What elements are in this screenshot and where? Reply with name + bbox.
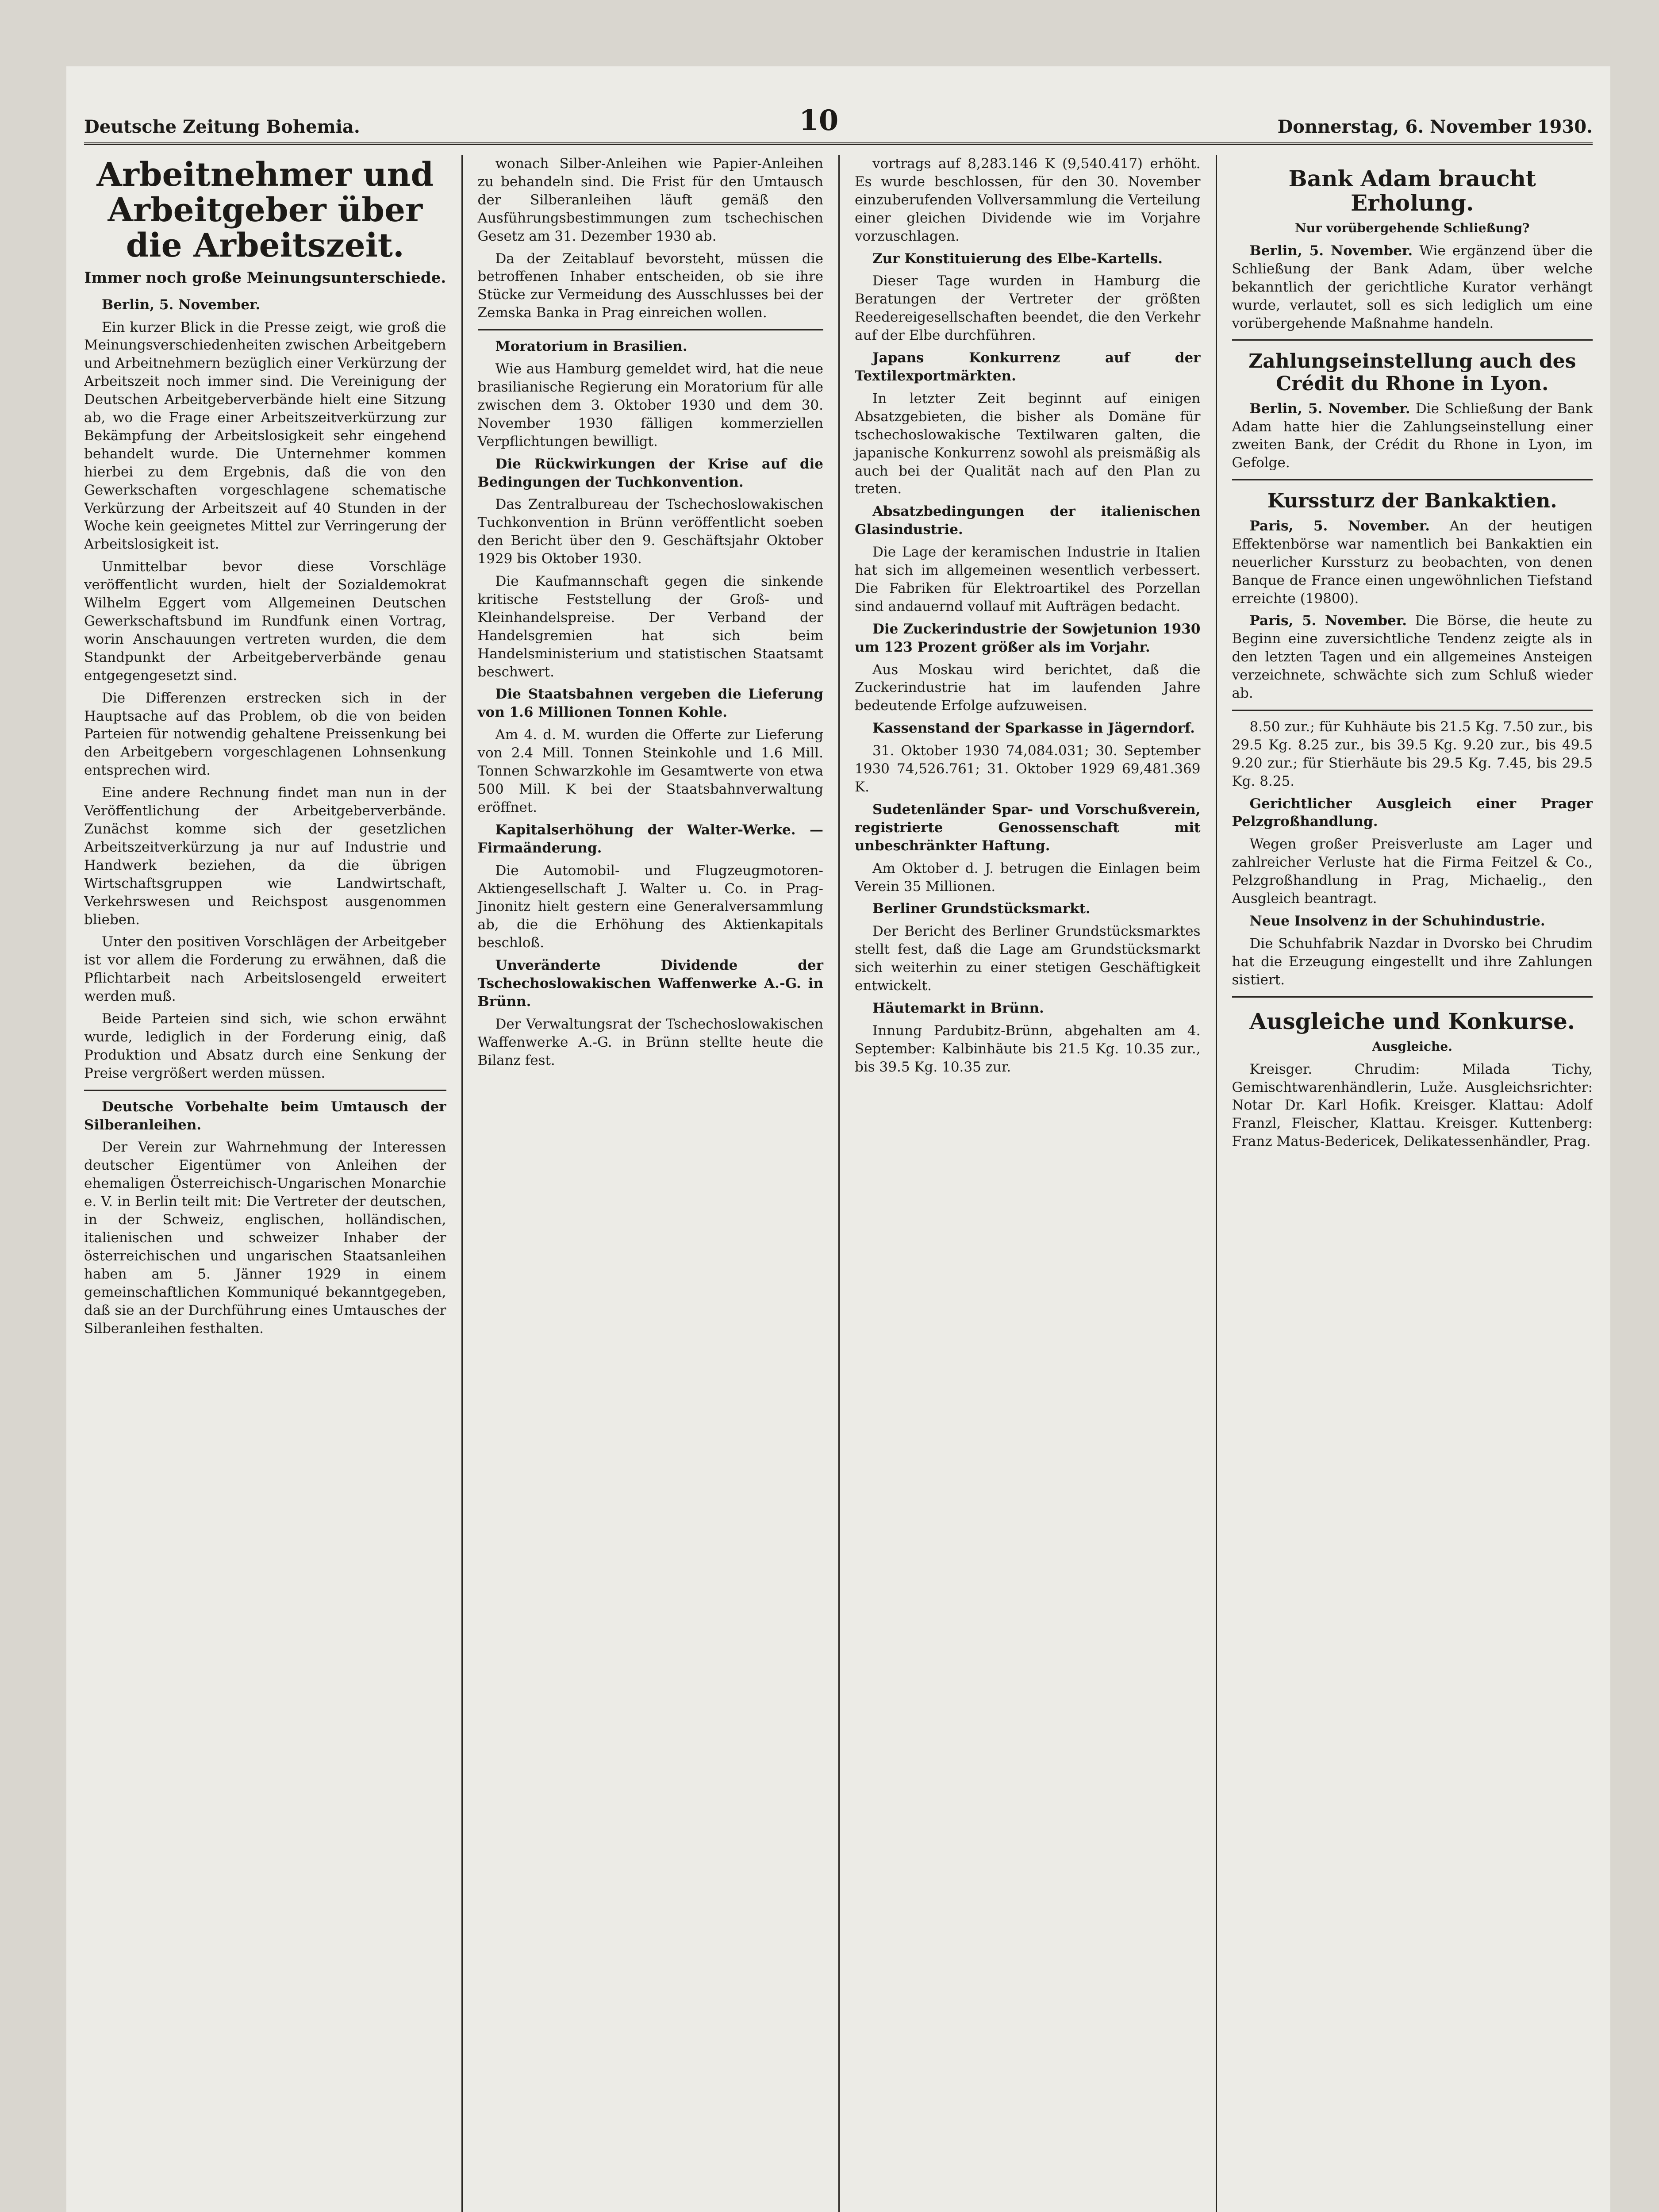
section-title: Neue Insolvenz in der Schuhindustrie. <box>1249 913 1545 929</box>
section-title: Japans Konkurrenz auf der Textilexportmärkten. <box>855 350 1201 384</box>
paragraph: vortrags auf 8,283.146 K (9,540.417) erhöht. Es wurde beschlossen, für den 30. November einzuberufenden Vollversammlung die Verteilung einer gleichen Dividende wie im Vorjahre vorzuschlagen. <box>855 156 1201 244</box>
divider <box>1232 479 1593 480</box>
section-headline: Ausgleiche und Konkurse. <box>1249 1008 1575 1034</box>
divider <box>84 1090 446 1091</box>
section-title: Sudetenländer Spar- und Vorschußverein, registrierte Genossenschaft mit unbeschränkter Haftung. <box>855 801 1201 854</box>
section-title: Berliner Grundstücksmarkt. <box>872 901 1091 917</box>
paragraph: Paris, 5. November. An der heutigen Effektenbörse war namentlich bei Bankaktien ein neuerlicher Kurssturz zu beobachten, von denen Banque de France einen ungewöhnlichen Tiefstand erreichte (19800). <box>1232 518 1593 607</box>
paragraph: Innung Pardubitz-Brünn, abgehalten am 4. September: Kalbinhäute bis 21.5 Kg. 10.35 zur., bis 39.5 Kg. 10.35 zur. <box>855 1022 1201 1075</box>
paragraph: Aus Moskau wird berichtet, daß die Zuckerindustrie hat im laufenden Jahre bedeutende Erfolge aufzuweisen. <box>855 661 1201 714</box>
section-title: Kassenstand der Sparkasse in Jägerndorf. <box>872 720 1195 737</box>
paragraph: Die Differenzen erstrecken sich in der Hauptsache auf das Problem, ob die von beiden Parteien für notwendig gehaltene Preissenkung bei den Arbeitgebern vorgeschlagenen Lohnsenkung entsprechen wird. <box>84 690 446 779</box>
section-title: Häutemarkt in Brünn. <box>872 1000 1044 1016</box>
section-title: Absatzbedingungen der italienischen Glasindustrie. <box>855 503 1201 538</box>
paragraph: Unter den positiven Vorschlägen der Arbeitgeber ist vor allem die Forderung zu erwähnen, daß die Pflichtarbeit nach Arbeitslosengeld erweitert werden muß. <box>84 934 446 1005</box>
section-subhead: Ausgleiche. <box>1372 1039 1452 1054</box>
paragraph: Wegen großer Preisverluste am Lager und zahlreicher Verluste hat die Firma Feitzel & Co., Pelzgroßhandlung in Prag, Michaelig., den Ausgleich beantragt. <box>1232 836 1593 907</box>
paragraph: 8.50 zur.; für Kuhhäute bis 21.5 Kg. 7.50 zur., bis 29.5 Kg. 8.25 zur., bis 39.5 Kg. 9.20 zur., bis 49.5 9.20 zur.; für Stierhäute bis 29.5 Kg. 7.45, bis 29.5 Kg. 8.25. <box>1232 718 1593 789</box>
paragraph: 31. Oktober 1930 74,084.031; 30. September 1930 74,526.761; 31. Oktober 1929 69,481.369 K. <box>855 743 1201 795</box>
section-title: Gerichtlicher Ausgleich einer Prager Pelzgroßhandlung. <box>1232 795 1593 830</box>
main-subhead: Immer noch große Meinungsunterschiede. <box>84 269 446 287</box>
paragraph: wonach Silber-Anleihen wie Papier-Anleihen zu behandeln sind. Die Frist für den Umtausch der Silberanleihen läuft gemäß den Ausführungsbestimmungen zum tschechischen Gesetz am 31. Dezember 1930 ab. <box>477 156 823 244</box>
section-headline: Zahlungseinstellung auch des Crédit du Rhone in Lyon. <box>1248 350 1576 396</box>
section-title: Moratorium in Brasilien. <box>495 338 687 355</box>
divider <box>1232 710 1593 711</box>
section-title: Die Rückwirkungen der Krise auf die Bedingungen der Tuchkonvention. <box>477 456 823 490</box>
column-1 <box>84 155 461 2212</box>
section-title: Kapitalserhöhung der Walter-Werke. — Firmaänderung. <box>477 822 823 856</box>
paragraph: Die Schuhfabrik Nazdar in Dvorsko bei Chrudim hat die Erzeugung eingestellt und ihre Zahlungen sistiert. <box>1232 935 1593 988</box>
paragraph: Der Verein zur Wahrnehmung der Interessen deutscher Eigentümer von Anleihen der ehemaligen Österreichisch-Ungarischen Monarchie e. V. in Berlin teilt mit: Die Vertreter der deutschen, in der Schweiz, englischen, holländischen, italienischen und schweizer Inhaber der österreichischen und ungarischen Staatsanleihen haben am 5. Jänner 1929 in einem gemeinschaftlichen Kommuniqué bekanntgegeben, daß sie an der Durchführung eines Umtausches der Silberanleihen festhalten. <box>84 1139 446 1336</box>
paragraph: Paris, 5. November. Die Börse, die heute zu Beginn eine zuversichtliche Tendenz zeigte als in den letzten Tagen und ein allgemeines Ansteigen verzeichnete, schwächte sich zum Schluß wieder ab. <box>1232 613 1593 702</box>
paragraph: Unmittelbar bevor diese Vorschläge veröffentlicht wurden, hielt der Sozialdemokrat Wilhelm Eggert vom Allgemeinen Deutschen Gewerkschaftsbund im Rundfunk einen Vortrag, worin Anschauungen vertreten wurden, die dem Standpunkt der Arbeitgeberverbände genau entgegengesetzt sind. <box>84 559 446 684</box>
paragraph: Wie aus Hamburg gemeldet wird, hat die neue brasilianische Regierung ein Moratorium für alle zwischen dem 3. Oktober 1930 und dem 30. November 1930 fälligen kommerziellen Verpflichtungen bewilligt. <box>477 361 823 449</box>
newspaper-page <box>66 66 1610 2212</box>
main-headline: Arbeitnehmer und Arbeitgeber über die Arbeitszeit. <box>96 156 434 265</box>
column-4 <box>1216 155 1593 2212</box>
paragraph: Am 4. d. M. wurden die Offerte zur Lieferung von 2.4 Mill. Tonnen Steinkohle und 1.6 Mill. Tonnen Schwarzkohle im Gesamtwerte von etwa 500 Mill. K bei der Staatsbahnverwaltung eröffnet. <box>477 727 823 815</box>
paragraph: Die Kaufmannschaft gegen die sinkende kritische Feststellung der Groß- und Kleinhandelspreise. Der Verband der Handelsgremien hat sich beim Handelsministerium und statistischen Staatsamt beschwert. <box>477 573 823 680</box>
paragraph: Dieser Tage wurden in Hamburg die Beratungen der Vertreter der größten Reedereigesellschaften beendet, die den Verkehr auf der Elbe durchführen. <box>855 273 1201 344</box>
paragraph: Ein kurzer Blick in die Presse zeigt, wie groß die Meinungsverschiedenheiten zwischen Arbeitgebern und Arbeitnehmern bezüglich einer Verkürzung der Arbeitszeit noch immer sind. Die Vereinigung der Deutschen Arbeitgeberverbände hielt eine Sitzung ab, wo die Frage einer Arbeitszeitverkürzung zur Bekämpfung der Arbeitslosigkeit sehr eingehend behandelt wurde. Die Unternehmer kommen hierbei zu dem Ergebnis, daß die von den Gewerkschaften vorgeschlagene schematische Verkürzung der Arbeitszeit auf 40 Stunden in der Woche kein geeignetes Mittel zur Verringerung der Arbeitslosigkeit ist. <box>84 319 446 553</box>
section-title: Die Staatsbahnen vergeben die Lieferung von 1.6 Millionen Tonnen Kohle. <box>477 686 823 721</box>
page-number: 10 <box>799 104 839 137</box>
section-title: Zur Konstituierung des Elbe-Kartells. <box>872 250 1163 267</box>
paragraph: Eine andere Rechnung findet man nun in der Veröffentlichung der Arbeitgeberverbände. Zunächst komme sich der gesetzlichen Arbeitszeitverkürzung ja nur auf Industrie und Handwerk beziehen, da die übrigen Wirtschaftsgruppen wie Landwirtschaft, Verkehrswesen und Reichspost ausgenommen blieben. <box>84 785 446 928</box>
paragraph: Am Oktober d. J. betrugen die Einlagen beim Verein 35 Millionen. <box>855 860 1201 895</box>
paragraph: Die Automobil- und Flugzeugmotoren-Aktiengesellschaft J. Walter u. Co. in Prag-Jinonitz hielt gestern eine Generalversammlung ab, die die Erhöhung des Aktienkapitals beschloß. <box>477 862 823 951</box>
paragraph: Da der Zeitablauf bevorsteht, müssen die betroffenen Inhaber entscheiden, ob sie ihre Stücke zur Vermeidung des Ausschlusses bei der Zemska Banka in Prag einreichen wollen. <box>477 250 823 321</box>
paragraph: Der Bericht des Berliner Grundstücksmarktes stellt fest, daß die Lage am Grundstücksmarkt sich weiterhin zu einer stetigen Geschäftigkeit entwickelt. <box>855 923 1201 994</box>
paragraph: Kreisger. Chrudim: Milada Tichy, Gemischtwarenhändlerin, Luže. Ausgleichsrichter: Notar Dr. Karl Hofik. Kreisger. Klattau: Adolf Franzl, Fleischer, Klattau. Kreisger. Kuttenberg: Franz Matus-Bedericek, Delikatessenhändler, Prag. <box>1232 1061 1593 1150</box>
section-title: Die Zuckerindustrie der Sowjetunion 1930 um 123 Prozent größer als im Vorjahr. <box>855 621 1201 655</box>
dateline: Berlin, 5. November. <box>102 296 261 313</box>
divider <box>1232 339 1593 341</box>
article-columns <box>84 155 1593 2212</box>
paragraph: Berlin, 5. November. Die Schließung der Bank Adam hatte hier die Zahlungseinstellung einer zweiten Bank, der Crédit du Rhone in Lyon, im Gefolge. <box>1232 400 1593 471</box>
column-3 <box>838 155 1216 2212</box>
divider <box>1232 996 1593 998</box>
section-subhead: Nur vorübergehende Schließung? <box>1295 221 1530 235</box>
divider <box>478 329 824 330</box>
masthead <box>84 97 1593 145</box>
paragraph: Die Lage der keramischen Industrie in Italien hat sich im allgemeinen wesentlich verbessert. Die Fabriken für Elektroartikel des Porzellan sind andauernd vollauf mit Aufträgen bedacht. <box>855 544 1201 614</box>
paragraph: Das Zentralbureau der Tschechoslowakischen Tuchkonvention in Brünn veröffentlicht soeben den Bericht über den 9. Geschäftsjahr Oktober 1929 bis Oktober 1930. <box>477 496 823 567</box>
paragraph: Beide Parteien sind sich, wie schon erwähnt wurde, lediglich in der Forderung einig, daß Produktion und Absatz durch eine Senkung der Preise vergrößert werden müssen. <box>84 1011 446 1081</box>
paragraph: In letzter Zeit beginnt auf einigen Absatzgebieten, die bisher als Domäne für tschechoslowakische Textilwaren galten, die japanische Konkurrenz sowohl als preismäßig als auch bei der Qualität nach auf den Plan zu treten. <box>855 390 1201 497</box>
section-headline: Kurssturz der Bankaktien. <box>1267 490 1557 513</box>
column-2 <box>461 155 839 2212</box>
paper-title: Deutsche Zeitung Bohemia. <box>84 116 360 137</box>
issue-date: Donnerstag, 6. November 1930. <box>1277 116 1593 137</box>
section-title: Deutsche Vorbehalte beim Umtausch der Silberanleihen. <box>84 1098 446 1133</box>
paragraph: Der Verwaltungsrat der Tschechoslowakischen Waffenwerke A.-G. in Brünn stellte heute die Bilanz fest. <box>477 1016 823 1068</box>
paragraph: Berlin, 5. November. Wie ergänzend über die Schließung der Bank Adam, über welche bekanntlich der gerichtliche Kurator verhängt wurde, verlautet, soll es sich lediglich um eine vorübergehende Maßnahme handeln. <box>1232 242 1593 331</box>
section-headline: Bank Adam braucht Erholung. <box>1288 165 1536 216</box>
section-title: Unveränderte Dividende der Tschechoslowakischen Waffenwerke A.-G. in Brünn. <box>477 957 823 1010</box>
